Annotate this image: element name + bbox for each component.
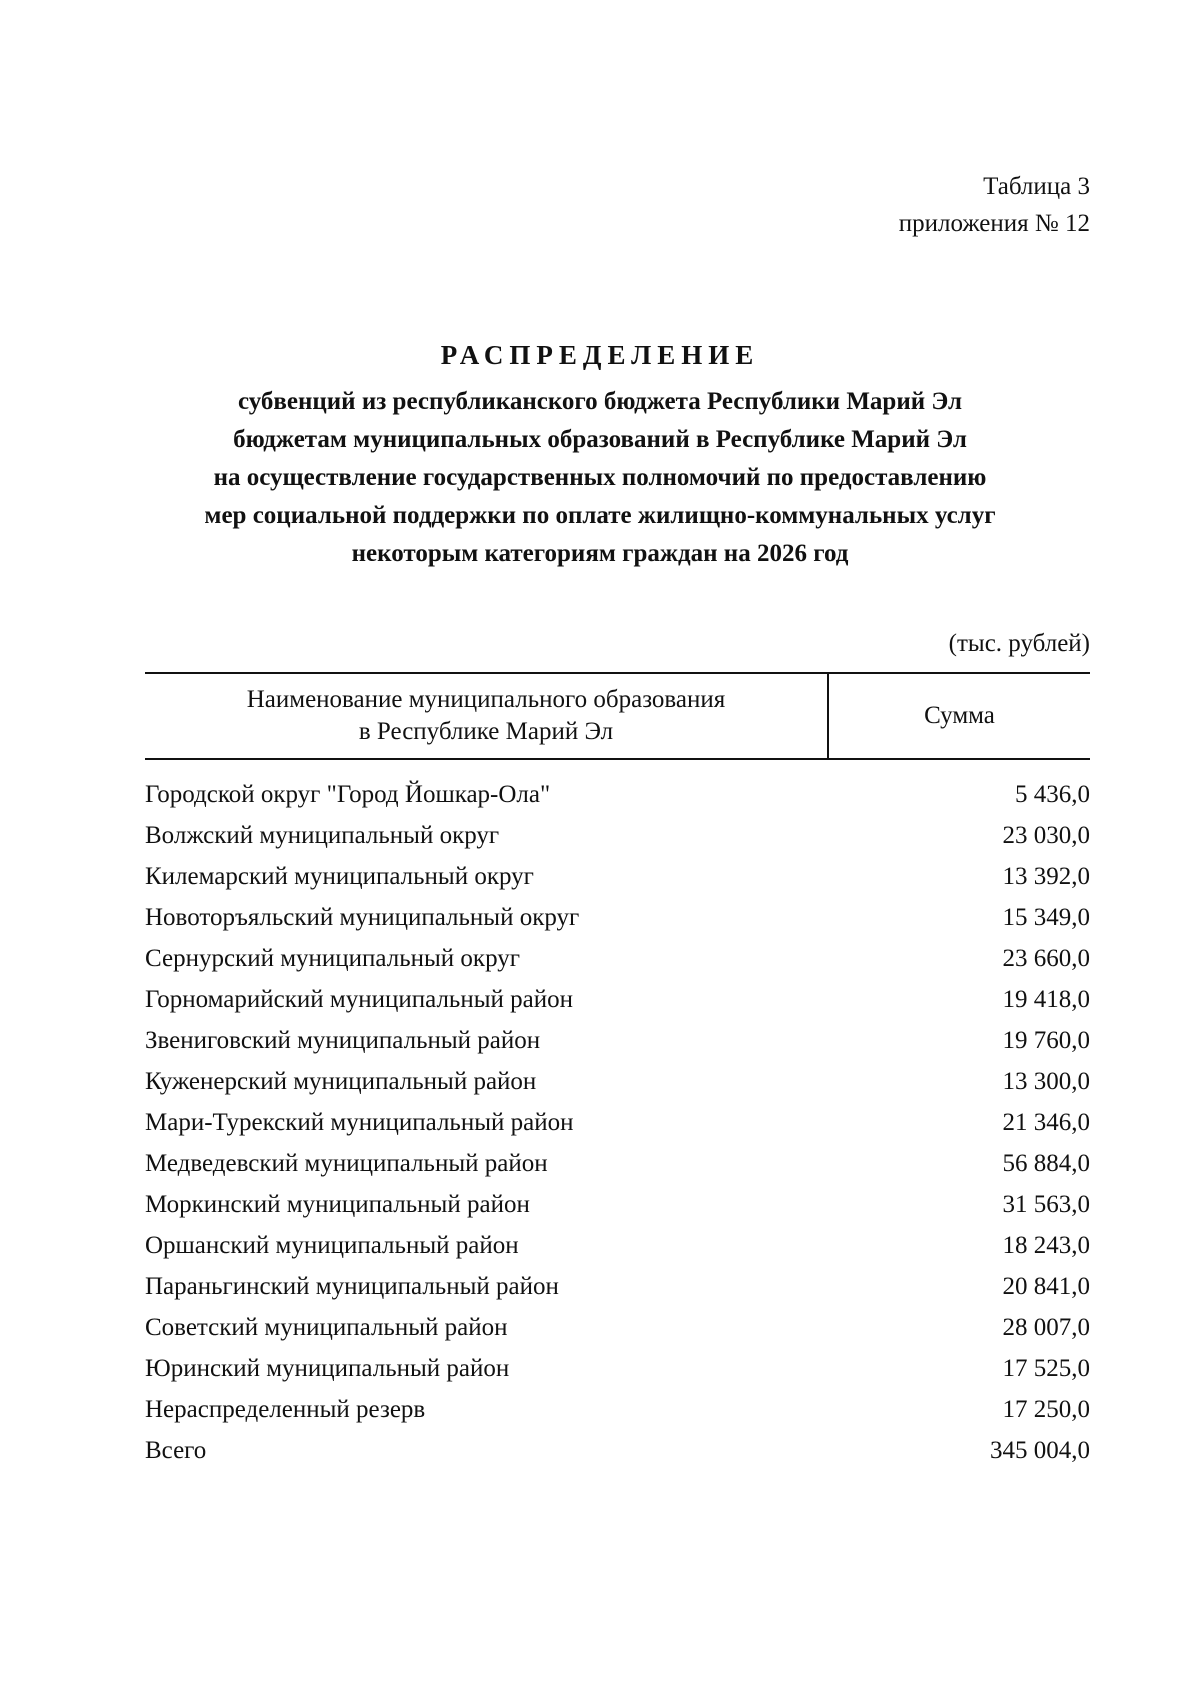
sum-value: 23 030,0 [1002,821,1090,849]
sum-value: 31 563,0 [1002,1190,1090,1218]
heading-line: мер социальной поддержки по оплате жилищно-коммунальных услуг [204,502,996,529]
table-row [145,815,1090,856]
municipality-name: Нераспределенный резерв [145,1395,426,1423]
sum-value: 20 841,0 [1002,1272,1090,1300]
sum-value: 13 392,0 [1002,862,1090,890]
table-row [145,938,1090,979]
municipality-name: Звениговский муниципальный район [145,1026,541,1054]
municipality-name: Городской округ "Город Йошкар-Ола" [145,780,551,808]
municipality-name: Мари-Турекский муниципальный район [145,1108,574,1136]
sum-value: 17 525,0 [1002,1354,1090,1382]
table-row [145,1266,1090,1307]
heading-line: некоторым категориям граждан на 2026 год [351,540,849,567]
heading-line: субвенций из республиканского бюджета Республики Марий Эл [237,388,963,415]
table-row [145,1020,1090,1061]
municipality-name: Оршанский муниципальный район [145,1231,519,1259]
header-sum: Сумма [828,673,1090,759]
header-name [145,673,828,759]
sum-value: 18 243,0 [1002,1231,1090,1259]
table-row [145,1184,1090,1225]
table-number: Таблица 3 [983,173,1090,200]
header-name-line2: в Республике Марий Эл [358,718,614,745]
municipality-name: Горномарийский муниципальный район [145,985,573,1013]
table-row [145,1061,1090,1102]
sum-value: 21 346,0 [1002,1108,1090,1136]
sum-value: 17 250,0 [1002,1395,1090,1423]
table-row [145,1143,1090,1184]
municipality-name: Юринский муниципальный район [145,1354,510,1382]
table-row [145,1225,1090,1266]
table-row [145,897,1090,938]
table-reference [899,168,1090,242]
sum-value: 345 004,0 [990,1436,1090,1464]
distribution-table [145,672,1090,1471]
header-name-line1: Наименование муниципального образования [246,686,726,713]
sum-value: 23 660,0 [1002,944,1090,972]
municipality-name: Медведевский муниципальный район [145,1149,548,1177]
sum-value: 56 884,0 [1002,1149,1090,1177]
municipality-name: Всего [145,1436,207,1464]
appendix-number: приложения № 12 [898,210,1090,237]
table-row [145,1348,1090,1389]
municipality-name: Моркинский муниципальный район [145,1190,530,1218]
table-row [145,1102,1090,1143]
heading-line: на осуществление государственных полномочий по предоставлению [213,464,987,491]
municipality-name: Параньгинский муниципальный район [145,1272,559,1300]
sum-value: 15 349,0 [1002,903,1090,931]
sum-value: 13 300,0 [1002,1067,1090,1095]
municipality-name: Волжский муниципальный округ [145,821,500,849]
table-row [145,759,1090,815]
table-row [145,856,1090,897]
sum-value: 28 007,0 [1002,1313,1090,1341]
municipality-name: Куженерский муниципальный район [145,1067,537,1095]
heading-title: РАСПРЕДЕЛЕНИЕ [440,340,760,370]
municipality-name: Килемарский муниципальный округ [145,862,534,890]
table-row [145,1430,1090,1471]
table-row [145,979,1090,1020]
sum-value: 5 436,0 [1015,780,1090,808]
document-heading [0,340,1200,573]
table-row [145,1307,1090,1348]
municipality-name: Новоторъяльский муниципальный округ [145,903,580,931]
sum-value: 19 760,0 [1002,1026,1090,1054]
municipality-name: Советский муниципальный район [145,1313,508,1341]
table-header-row [145,673,1090,759]
municipality-name: Сернурский муниципальный округ [145,944,520,972]
units-label: (тыс. рублей) [948,630,1090,657]
sum-value: 19 418,0 [1002,985,1090,1013]
table-row [145,1389,1090,1430]
heading-line: бюджетам муниципальных образований в Республике Марий Эл [233,426,967,453]
